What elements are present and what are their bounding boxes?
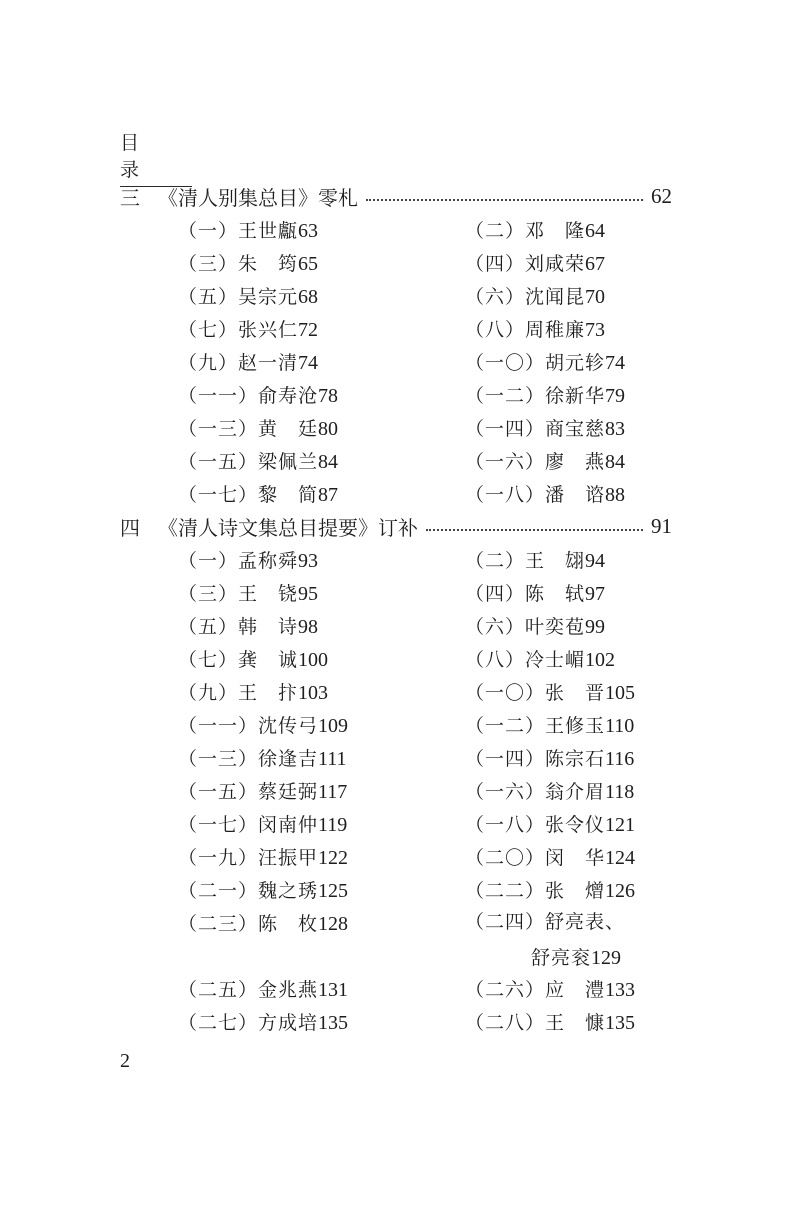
toc-row <box>178 444 648 477</box>
toc-row <box>178 1005 648 1038</box>
toc-entry: （三）朱 筠65 <box>178 253 319 275</box>
toc-row <box>178 576 648 609</box>
toc-section-4 <box>120 512 672 540</box>
toc-row <box>178 411 648 444</box>
toc-entry: （一八）张令仪121 <box>465 814 636 836</box>
section-page-number: 91 <box>651 513 672 538</box>
toc-row <box>178 972 648 1005</box>
toc-entry: （一八）潘 谘88 <box>465 484 626 506</box>
toc-row <box>178 873 648 906</box>
toc-entry: （三）王 铙95 <box>178 583 319 605</box>
toc-entry: （八）周稚廉73 <box>465 319 606 341</box>
toc-entry: （一六）翁介眉118 <box>465 781 635 803</box>
toc-entry: （一）王世甗63 <box>178 220 319 242</box>
dot-leader <box>426 529 643 531</box>
toc-row <box>178 609 648 642</box>
toc-entry: （一四）陈宗石116 <box>465 748 635 770</box>
toc-entry: （一三）徐逢吉111 <box>178 748 347 770</box>
toc-entry: （一）孟称舜93 <box>178 550 319 572</box>
toc-row <box>178 840 648 873</box>
toc-entry: （二〇）闵 华124 <box>465 847 636 869</box>
toc-entry: （一〇）胡元轸74 <box>465 352 626 374</box>
toc-row <box>178 378 648 411</box>
toc-entry: （五）吴宗元68 <box>178 286 319 308</box>
toc-row <box>178 246 648 279</box>
toc-entry: （一三）黄 廷80 <box>178 418 339 440</box>
section-title: 《清人别集总目》零札 <box>158 185 358 210</box>
toc-entry: （一四）商宝慈83 <box>465 418 626 440</box>
toc-entry: （七）龚 诚100 <box>178 649 329 671</box>
section-number: 三 <box>120 185 140 210</box>
toc-row <box>178 708 648 741</box>
toc-row <box>178 213 648 246</box>
toc-entry: （一七）闵南仲119 <box>178 814 348 836</box>
toc-entry: （六）叶奕苞99 <box>465 616 606 638</box>
toc-entry: （二七）方成培135 <box>178 1012 349 1034</box>
toc-row <box>178 345 648 378</box>
toc-entry: （二二）张 熷126 <box>465 880 636 902</box>
toc-row <box>178 642 648 675</box>
toc-entry: （二八）王 慷135 <box>465 1012 636 1034</box>
toc-entry: （六）沈闻昆70 <box>465 286 606 308</box>
toc-entries-section-4 <box>178 543 648 1038</box>
page-number: 2 <box>120 1050 130 1072</box>
toc-entry: （一一）沈传弓109 <box>178 715 349 737</box>
toc-entry: （二一）魏之琇125 <box>178 880 349 902</box>
toc-entry: （二六）应 澧133 <box>465 979 636 1001</box>
toc-entry: （九）王 抃103 <box>178 682 329 704</box>
toc-entry: （八）冷士嵋102 <box>465 649 616 671</box>
toc-entry: （二三）陈 枚128 <box>178 913 349 935</box>
toc-row <box>178 807 648 840</box>
toc-entry: （一五）梁佩兰84 <box>178 451 339 473</box>
toc-row <box>178 774 648 807</box>
toc-section-3 <box>120 182 672 210</box>
toc-entry: （一六）廖 燕84 <box>465 451 626 473</box>
toc-entry: （一一）俞寿沧78 <box>178 385 339 407</box>
section-page-number: 62 <box>651 183 672 208</box>
toc-entry-line: （二四）舒亮表、 <box>465 911 626 933</box>
toc-entry: （二五）金兆燕131 <box>178 979 349 1001</box>
toc-entry: （四）刘咸荣67 <box>465 253 606 275</box>
toc-entry: （九）赵一清74 <box>178 352 319 374</box>
toc-row <box>178 741 648 774</box>
toc-row <box>178 312 648 345</box>
toc-row <box>178 279 648 312</box>
toc-entry: （一〇）张 晋105 <box>465 682 636 704</box>
running-head-title: 目 录 <box>120 128 192 187</box>
toc-entry: （二）王 翃94 <box>465 550 606 572</box>
toc-entry: （一二）徐新华79 <box>465 385 626 407</box>
section-number: 四 <box>120 515 140 540</box>
toc-row <box>178 477 648 510</box>
toc-entry: （一五）蔡廷弼117 <box>178 781 348 803</box>
dot-leader <box>366 199 643 201</box>
toc-entry: （一二）王修玉110 <box>465 715 635 737</box>
toc-entry: （七）张兴仁72 <box>178 319 319 341</box>
toc-row <box>178 675 648 708</box>
section-title: 《清人诗文集总目提要》订补 <box>158 515 418 540</box>
toc-entry <box>465 909 625 975</box>
running-head <box>120 128 192 187</box>
toc-entry-continuation: 舒亮衮129 <box>531 947 622 969</box>
toc-entry: （五）韩 诗98 <box>178 616 319 638</box>
toc-entry: （四）陈 轼97 <box>465 583 606 605</box>
toc-entry: （二）邓 隆64 <box>465 220 606 242</box>
toc-row <box>178 543 648 576</box>
toc-row <box>178 906 648 972</box>
toc-entry: （一七）黎 简87 <box>178 484 339 506</box>
toc-entry: （一九）汪振甲122 <box>178 847 349 869</box>
toc-entries-section-3 <box>178 213 648 510</box>
